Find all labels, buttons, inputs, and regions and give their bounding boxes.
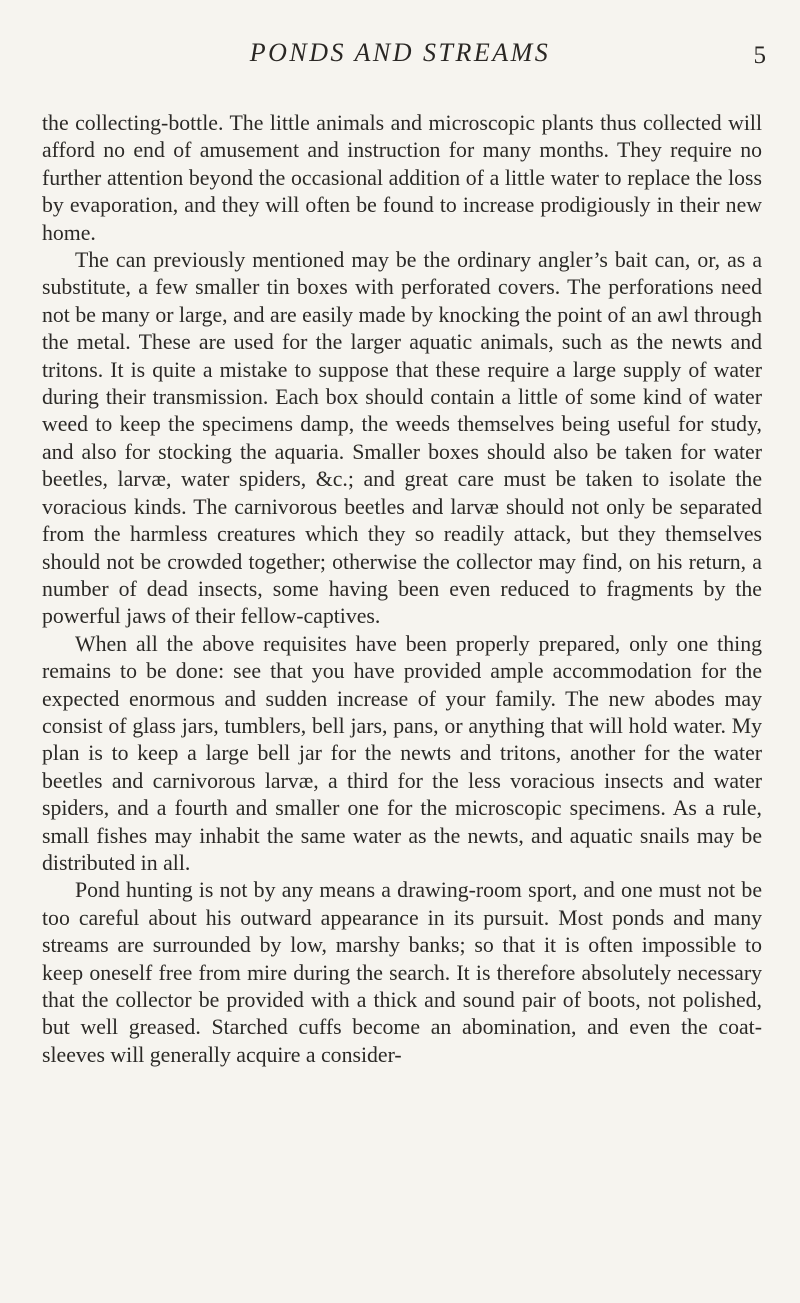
page-number: 5 (753, 42, 766, 69)
paragraph-4: Pond hunting is not by any means a drawing-room sport, and one must not be too careful about his outward appearance in its pursuit. Most ponds and many streams are surrounded by low, marshy banks; so that it is often impossible to keep oneself free from mire during the search. It is therefore absolutely necessary that the collector be provided with a thick and sound pair of boots, not polished, but well greased. Starched cuffs become an abomination, and even the coat-sleeves will generally acquire a consider- (42, 878, 762, 1067)
paragraph-2: The can previously mentioned may be the ordinary angler’s bait can, or, as a substitute, a few smaller tin boxes with perforated covers. The perforations need not be many or large, and are easily made by knocking the point of an awl through the metal. These are used for the larger aquatic animals, such as the newts and tritons. It is quite a mistake to suppose that these require a large supply of water during their transmission. Each box should contain a little of some kind of water weed to keep the specimens damp, the weeds themselves being useful for study, and also for stocking the aquaria. Smaller boxes should also be taken for water beetles, larvæ, water spiders, &c.; and great care must be taken to isolate the voracious kinds. The carnivorous beetles and larvæ should not only be separated from the harmless creatures which they so readily attack, but they themselves should not be crowded together; otherwise the collector may find, on his return, a number of dead insects, some having been even reduced to fragments by the powerful jaws of their fellow-captives. (42, 248, 762, 629)
paragraph-3: When all the above requisites have been properly prepared, only one thing remains to be done: see that you have provided ample accommodation for the expected enormous and sudden increase of your family. The new abodes may consist of glass jars, tumblers, bell jars, pans, or anything that will hold water. My plan is to keep a large bell jar for the newts and tritons, another for the water beetles and carnivorous larvæ, a third for the less voracious insects and water spiders, and a fourth and smaller one for the microscopic specimens. As a rule, small fishes may inhabit the same water as the newts, and aquatic snails may be distributed in all. (42, 631, 762, 875)
page-header (0, 38, 800, 74)
body-text (42, 110, 762, 1069)
running-head: PONDS AND STREAMS (249, 38, 551, 67)
paragraph-1: the collecting-bottle. The little animals and microscopic plants thus collected will afford no end of amusement and instruction for many months. They require no further attention beyond the occasional addition of a little water to replace the loss by evaporation, and they will often be found to increase prodigiously in their new home. (42, 111, 762, 245)
